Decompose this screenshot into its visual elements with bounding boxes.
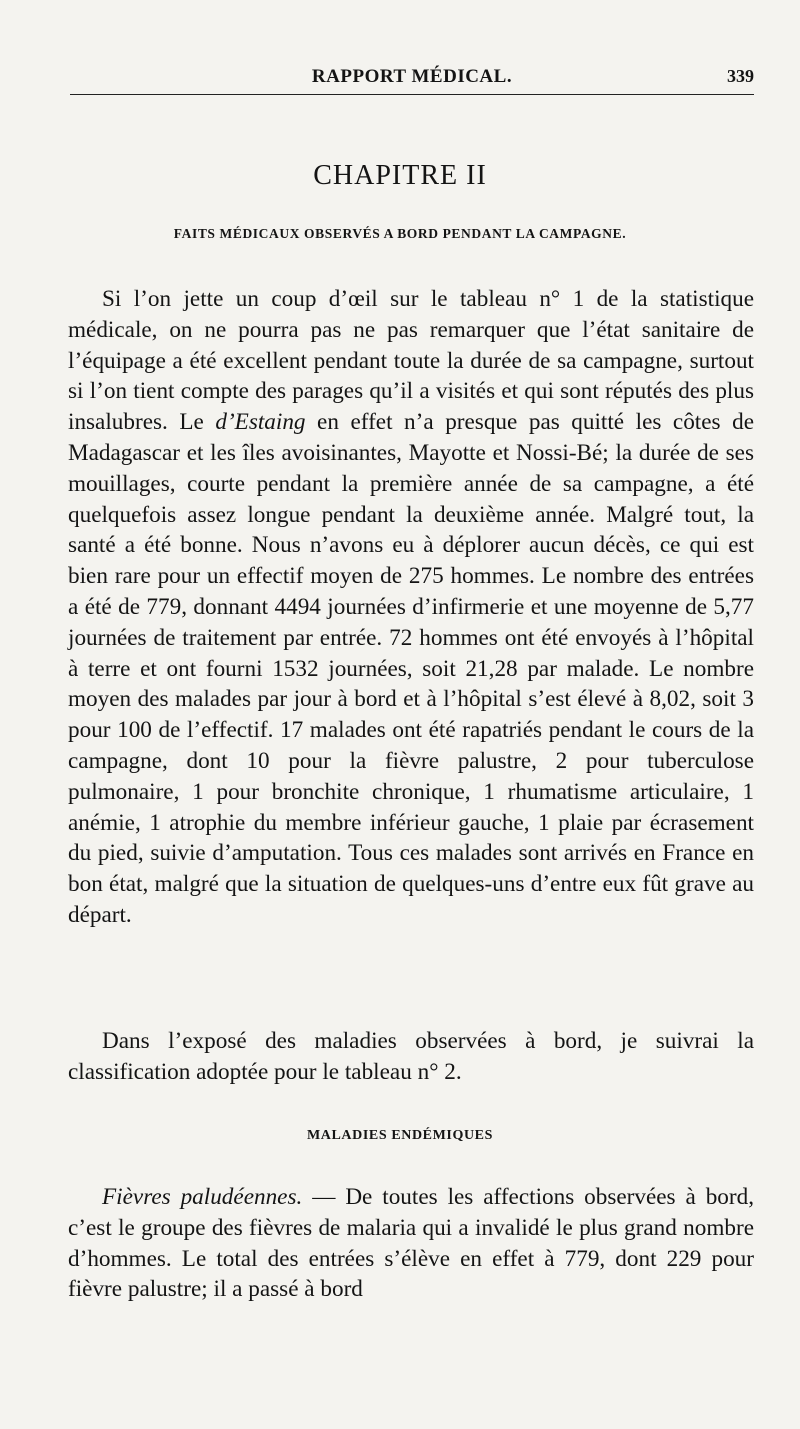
chapter-subtitle: FAITS MÉDICAUX OBSERVÉS A BORD PENDANT LA CAMPAGNE. — [173, 226, 627, 241]
paragraph-1-text-start: Si l’on jette un coup d’œil sur le tableau n° 1 de la statistique médicale, on ne pourra pas ne pas remarquer que l’état sanitaire de l’équipage a été excellent pendant toute la durée de sa campagne, surtout si l’on tient compte des parages qu’il a visités et qui sont réputés des plus insalubres. Le — [68, 286, 754, 436]
chapter-title: CHAPITRE II — [313, 160, 487, 191]
paragraph-1 — [68, 284, 754, 931]
paragraph-3 — [68, 1182, 754, 1305]
paragraph-3-lead-in: Fièvres paludéennes. — [102, 1184, 303, 1210]
section-heading: MALADIES ENDÉMIQUES — [306, 1128, 494, 1143]
running-head-title: RAPPORT MÉDICAL. — [311, 66, 513, 87]
paragraph-2-text: Dans l’exposé des maladies observées à bord, je suivrai la classification adoptée pour le tableau n° 2. — [68, 1028, 754, 1085]
running-head — [70, 64, 754, 95]
paragraph-3-text: — De toutes les affections observées à bord, c’est le groupe des fièvres de malaria qui a invalidé le plus grand nombre d’hommes. Le total des entrées s’élève en effet à 779, dont 229 pour fièvre palustre; il a passé à bord — [68, 1184, 754, 1303]
page-number: 339 — [727, 66, 754, 86]
ship-name: d’Estaing — [215, 409, 306, 436]
paragraph-2 — [68, 1026, 754, 1088]
paragraph-1-text-end: en effet n’a presque pas quitté les côtes de Madagascar et les îles avoisinantes, Mayotte et Nossi-Bé; la durée de ses mouillages, courte pendant la première année de sa campagne, a été quelquefois assez longue pendant la deuxième année. Malgré tout, la santé a été bonne. Nous n’avons eu à déplorer aucun décès, ce qui est bien rare pour un effectif moyen de 275 hommes. Le nombre des entrées a été de 779, donnant 4494 journées d’infirmerie et une moyenne de 5,77 journées de traitement par entrée. 72 hommes ont été envoyés à l’hôpital à terre et ont fourni 1532 journées, soit 21,28 par malade. Le nombre moyen des malades par jour à bord et à l’hôpital s’est élevé à 8,02, soit 3 pour 100 de l’effectif. 17 malades ont été rapatriés pendant le cours de la campagne, dont 10 pour la fièvre palustre, 2 pour tuberculose pulmonaire, 1 pour bronchite chronique, 1 rhumatisme articulaire, 1 anémie, 1 atrophie du membre inférieur gauche, 1 plaie par écrasement du pied, suivie d’amputation. Tous ces malades sont arrivés en France en bon état, malgré que la situation de quelques-uns d’entre eux fût grave au départ. — [68, 409, 754, 928]
